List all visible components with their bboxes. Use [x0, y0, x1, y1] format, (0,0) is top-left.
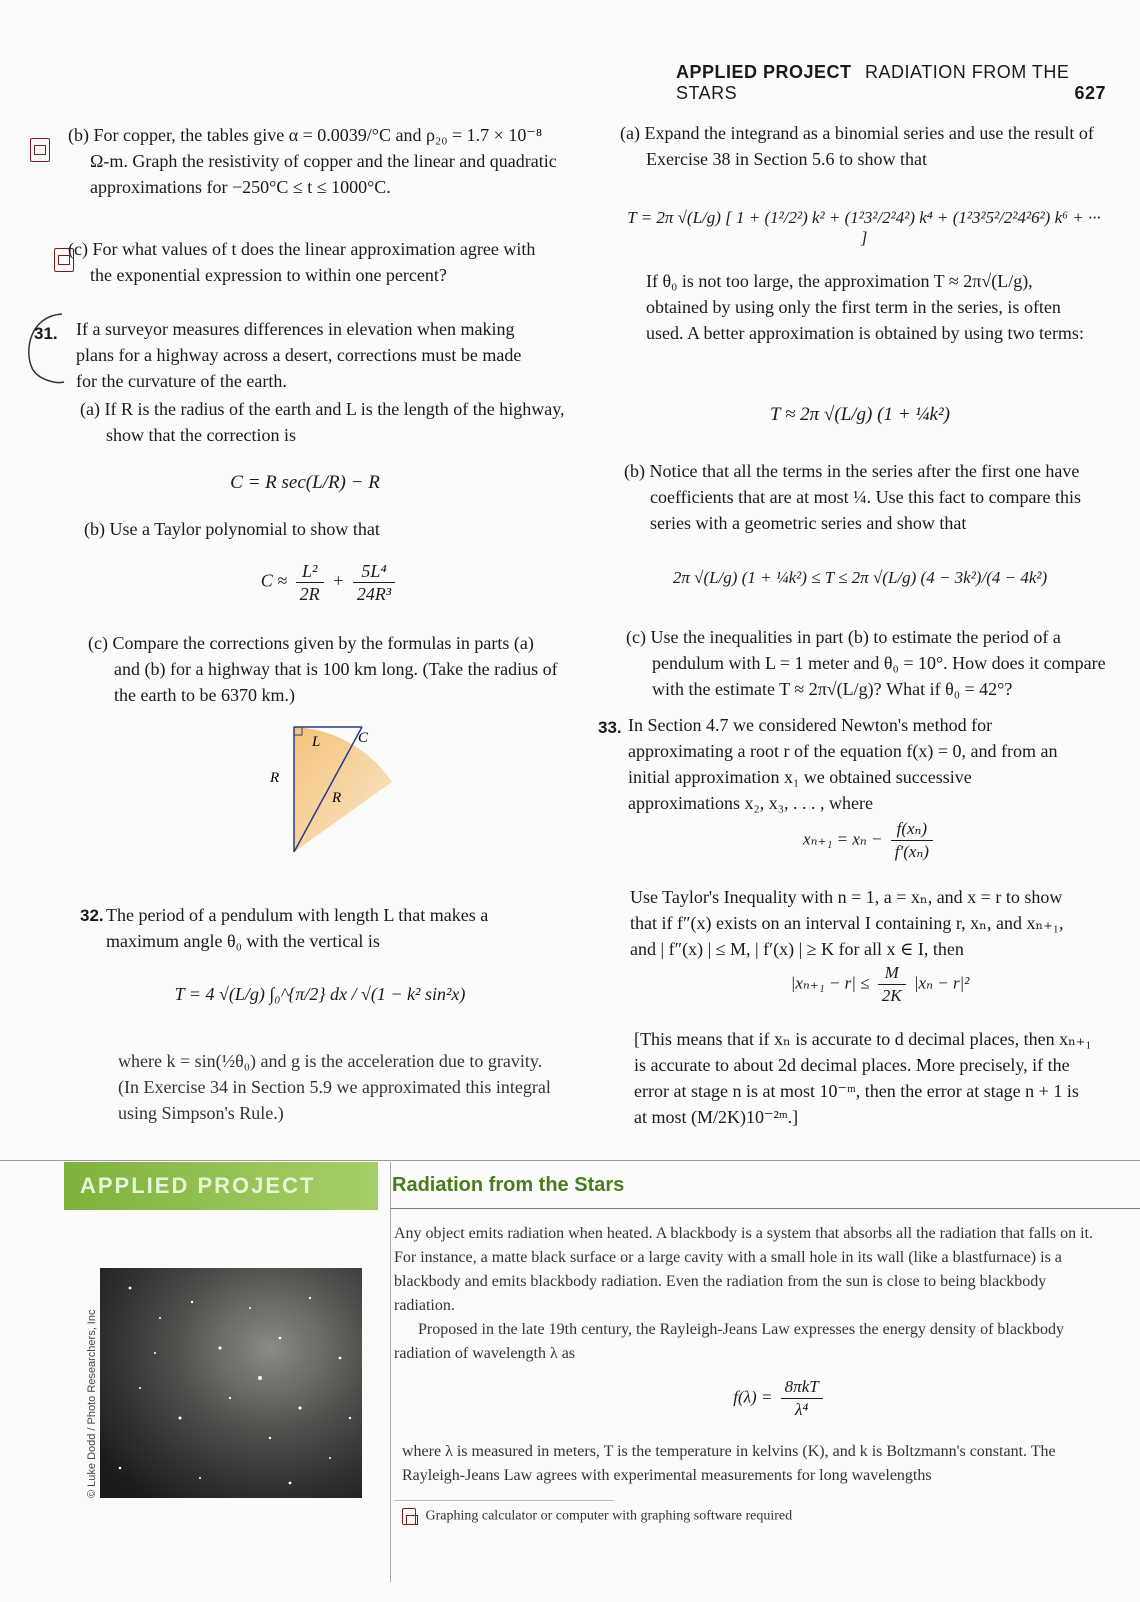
- equation-lhs: f(λ) =: [733, 1387, 773, 1407]
- diagram-label-L: L: [312, 734, 321, 750]
- period-inequality: 2π √(L/g) (1 + ¼k²) ≤ T ≤ 2π √(L/g) (4 − 3k²)/(4 − 4k²): [672, 568, 1048, 587]
- photo-credit: © Luke Dodd / Photo Researchers, Inc: [86, 1309, 98, 1498]
- exercise-32a: (a) Expand the integrand as a binomial series and use the result of Exercise 38 in Section 5.6 to show that: [620, 123, 1094, 169]
- small-angle-text: If θ₀ is not too large, the approximation T ≈ 2π√(L/g), obtained by using only the first term in the series, is often used. A better approximation is obtained by using two terms:: [646, 271, 1084, 343]
- equation-lhs: xₙ₊₁ = xₙ −: [803, 829, 883, 849]
- two-term-approximation: T ≈ 2π √(L/g) (1 + ¼k²): [770, 404, 950, 425]
- header-title: RADIATION FROM THE STARS: [676, 62, 1070, 103]
- inequality-lhs: |xₙ₊₁ − r| ≤: [790, 973, 870, 993]
- fraction-denominator: f′(xₙ): [894, 842, 929, 861]
- exercise-31b: (b) Use a Taylor polynomial to show that: [84, 519, 380, 539]
- graphing-calculator-icon: [30, 138, 50, 162]
- plus-sign: +: [332, 570, 345, 591]
- project-paragraph-2: Proposed in the late 19th century, the Rayleigh-Jeans Law expresses the energy density of blackbody radiation of wavelength λ as: [394, 1321, 1065, 1362]
- section-divider: [0, 1160, 1140, 1161]
- exercise-32b: (b) Notice that all the terms in the series after the first one have coefficients that are at most ¼. Use this fact to compare this series with a geometric series and show that: [624, 461, 1082, 533]
- applied-project-banner: [64, 1162, 378, 1210]
- fraction-numerator: 5L⁴: [353, 560, 395, 583]
- exercise-30b: (b) For copper, the tables give α = 0.0039/°C and ρ₂₀ = 1.7 × 10⁻⁸ Ω-m. Graph the resistivity of copper and the linear and quadratic approximations for −250°C ≤ t ≤ 1000°C.: [68, 125, 557, 197]
- exercise-30c: (c) For what values of t does the linear approximation agree with the exponential expression to within one percent?: [68, 239, 536, 285]
- exercise-32-where: where k = sin(½θ₀) and g is the acceleration due to gravity. (In Exercise 34 in Section 5.9 we approximated this integral using Simpson's Rule.): [118, 1051, 551, 1123]
- exercise-33-note: [This means that if xₙ is accurate to d decimal places, then xₙ₊₁ is accurate to about 2d decimal places. More precisely, if the error at stage n is at most 10⁻ᵐ, then the error at stage n + 1 is at most (M/2K)10⁻²ᵐ.]: [634, 1029, 1092, 1127]
- exercise-33-text: In Section 4.7 we considered Newton's method for approximating a root r of the equation f(x) = 0, and from an initial approximation x₁ we obtained successive approximations x₂, x₃, . . . , where: [628, 715, 1058, 813]
- rayleigh-jeans-equation: [680, 1376, 880, 1421]
- fraction-denominator: 2K: [881, 986, 902, 1005]
- exercise-33-number: 33.: [598, 718, 622, 737]
- footnote-rule: [394, 1500, 614, 1501]
- page-number: 627: [1074, 83, 1106, 103]
- exercise-32-text: The period of a pendulum with length L that makes a maximum angle θ₀ with the vertical is: [106, 905, 489, 951]
- earth-curvature-diagram: [250, 722, 420, 872]
- inequality-rhs: |xₙ − r|²: [913, 973, 970, 993]
- hand-drawn-circle-mark: [20, 310, 70, 390]
- binomial-series-equation: T = 2π √(L/g) [ 1 + (1²/2²) k² + (1²3²/2²4²) k⁴ + (1²3²5²/2²4²6²) k⁶ + ··· ]: [627, 208, 1101, 247]
- taylor-approximation-equation: [220, 560, 440, 605]
- fraction-numerator: M: [878, 962, 906, 985]
- fraction-denominator: 2R: [299, 584, 320, 604]
- project-title-rule: [390, 1208, 1140, 1209]
- fraction-numerator: f(xₙ): [891, 818, 933, 841]
- star-field-photo: [100, 1268, 362, 1498]
- correction-equation: C = R sec(L/R) − R: [230, 472, 380, 493]
- running-header: [676, 62, 1106, 104]
- earth-sector: [294, 727, 392, 852]
- newton-method-equation: [760, 818, 980, 863]
- fraction-denominator: 24R³: [356, 584, 392, 604]
- exercise-32-number: 32.: [80, 906, 104, 925]
- project-title: Radiation from the Stars: [392, 1174, 625, 1196]
- footnote: [402, 1508, 792, 1525]
- banner-label: APPLIED PROJECT: [80, 1173, 316, 1198]
- project-paragraph-3: where λ is measured in meters, T is the temperature in kelvins (K), and k is Boltzmann's constant. The Rayleigh-Jeans Law agrees with experimental measurements for long wavelengths: [402, 1443, 1056, 1484]
- column-rule: [390, 1162, 391, 1582]
- diagram-label-C: C: [358, 730, 369, 746]
- project-paragraph-1: Any object emits radiation when heated. A blackbody is a system that absorbs all the radiation that falls on it. For instance, a matte black surface or a large cavity with a small hole in its wall (like a blastfurnace) is a blackbody and emits blackbody radiation. Even the radiation from the sun is close to being blackbody radiation.: [394, 1225, 1093, 1314]
- exercise-31-number: 31.: [34, 324, 58, 343]
- fraction-denominator: λ⁴: [795, 1400, 809, 1419]
- footnote-text: Graphing calculator or computer with graphing software required: [425, 1508, 793, 1524]
- fraction-numerator: 8πkT: [781, 1376, 823, 1399]
- diagram-label-R-left: R: [270, 770, 280, 786]
- exercise-31a: (a) If R is the radius of the earth and L is the length of the highway, show that the correction is: [80, 399, 565, 445]
- graphing-calculator-icon: [402, 1508, 416, 1525]
- exercise-32c: (c) Use the inequalities in part (b) to estimate the period of a pendulum with L = 1 meter and θ₀ = 10°. How does it compare with the estimate T ≈ 2π√(L/g)? What if θ₀ = 42°?: [626, 627, 1106, 699]
- diagram-label-R-right: R: [332, 790, 342, 806]
- exercise-31-text: If a surveyor measures differences in elevation when making plans for a highway across a desert, corrections must be made for the curvature of the earth.: [76, 319, 522, 391]
- equation-lhs: C ≈: [260, 570, 288, 591]
- exercise-33-taylor: Use Taylor's Inequality with n = 1, a = xₙ, and x = r to show that if f″(x) exists on an interval I containing r, xₙ, and xₙ₊₁, and | f″(x) | ≤ M, | f′(x) | ≥ K for all x ∈ I, then: [630, 887, 1064, 959]
- exercise-31c: (c) Compare the corrections given by the formulas in parts (a) and (b) for a highway that is 100 km long. (Take the radius of the earth to be 6370 km.): [88, 633, 558, 705]
- error-inequality: [730, 962, 1030, 1007]
- fraction-numerator: L²: [296, 560, 324, 583]
- header-label: APPLIED PROJECT: [676, 62, 852, 82]
- pendulum-period-integral: T = 4 √(L/g) ∫₀^{π/2} dx / √(1 − k² sin²x): [174, 984, 466, 1004]
